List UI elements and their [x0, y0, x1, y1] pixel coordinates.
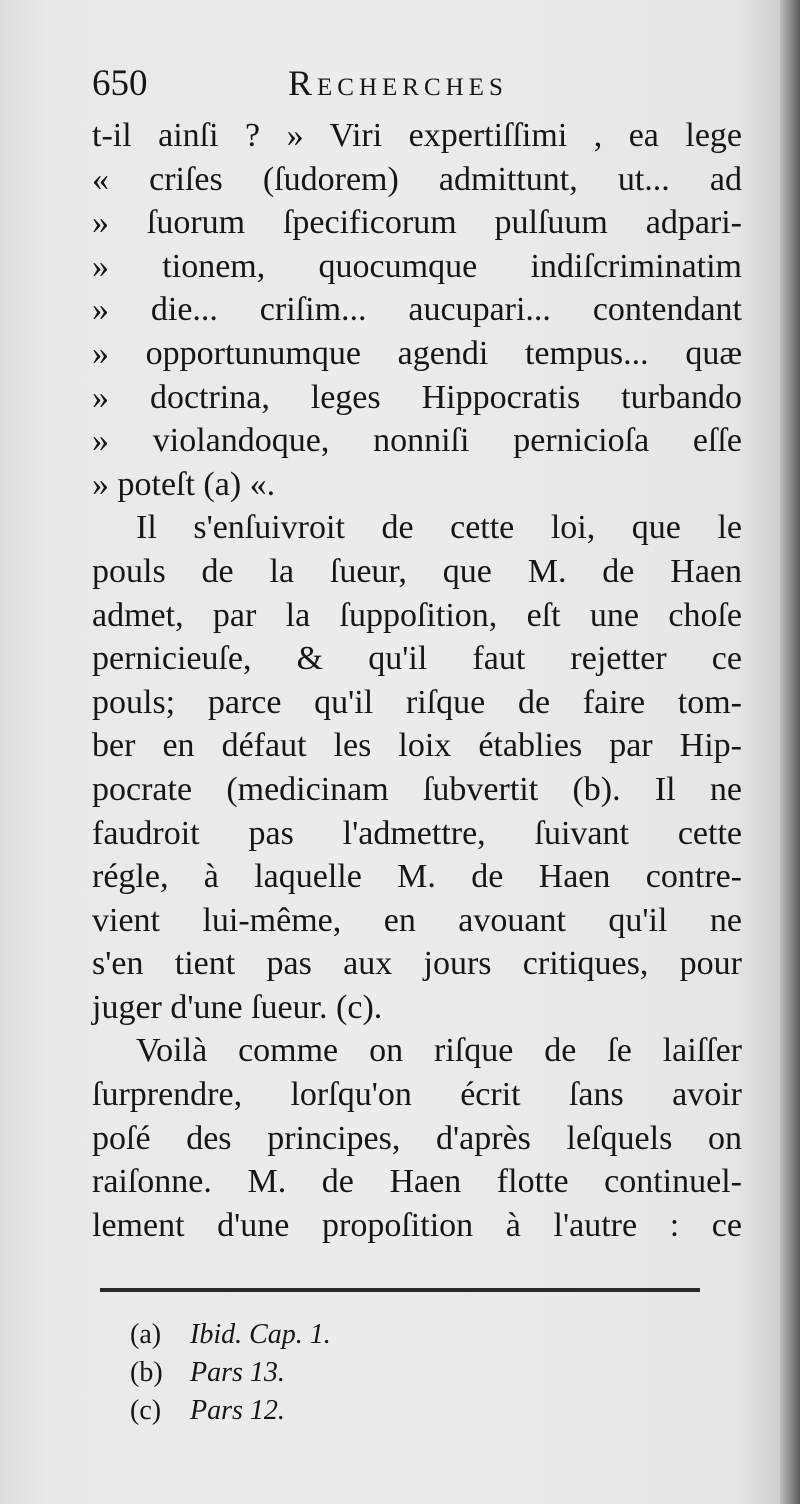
footnote-rule: [100, 1288, 700, 1292]
text-line: s'en tient pas aux jours critiques, pour: [92, 945, 742, 983]
footnote-b: [130, 1354, 530, 1392]
text-line: lement d'une propoſition à l'autre : ce: [92, 1206, 742, 1244]
text-line: juger d'une ſueur. (c).: [92, 988, 383, 1026]
footnotes: [130, 1316, 530, 1430]
page-number: 650: [92, 63, 148, 104]
text-line: » doctrina, leges Hippocratis turbando: [92, 378, 742, 416]
text-line: ſurprendre, lorſqu'on écrit ſans avoir: [92, 1076, 742, 1114]
text-line: Il s'enſuivroit de cette loi, que le: [136, 509, 742, 547]
text-line: « criſes (ſudorem) admittunt, ut... ad: [92, 160, 742, 198]
text-line: pouls; parce qu'il riſque de faire tom-: [92, 683, 742, 721]
running-head: Recherches: [288, 63, 508, 103]
text-line: poſé des principes, d'après leſquels on: [92, 1119, 742, 1157]
footnote-text: Pars 13.: [190, 1357, 285, 1388]
text-line: Voilà comme on riſque de ſe laiſſer: [136, 1032, 742, 1070]
text-line: régle, à laquelle M. de Haen contre-: [92, 858, 742, 896]
text-line: » opportunumque agendi tempus... quæ: [92, 334, 742, 372]
text-line: » tionem, quocumque indiſcriminatim: [92, 247, 742, 285]
text-line: admet, par la ſuppoſition, eſt une choſe: [92, 596, 742, 634]
footnote-label: (c): [130, 1395, 162, 1426]
text-line: pocrate (medicinam ſubvertit (b). Il ne: [92, 770, 742, 808]
body-text: [92, 114, 742, 1247]
text-line: faudroit pas l'admettre, ſuivant cette: [92, 814, 742, 852]
footnote-label: (a): [130, 1319, 162, 1350]
text-line: pouls de la ſueur, que M. de Haen: [92, 552, 742, 590]
text-line: vient lui-même, en avouant qu'il ne: [92, 901, 742, 939]
footnote-a: [130, 1316, 530, 1354]
text-line: t-il ainſi ? » Viri expertiſſimi , ea lege: [92, 117, 742, 154]
footnote-c: [130, 1392, 530, 1430]
page-header: [92, 62, 752, 106]
text-line: pernicieuſe, & qu'il faut rejetter ce: [92, 640, 742, 678]
text-line: ber en défaut les loix établies par Hip-: [92, 727, 742, 765]
text-line: raiſonne. M. de Haen flotte continuel-: [92, 1163, 742, 1201]
footnote-text: Ibid. Cap. 1.: [190, 1319, 331, 1350]
text-line: » poteſt (a) «.: [92, 465, 276, 503]
footnote-text: Pars 12.: [190, 1395, 285, 1426]
book-edge: [780, 0, 800, 1504]
footnote-label: (b): [130, 1357, 163, 1388]
text-line: » violandoque, nonniſi pernicioſa eſſe: [92, 422, 742, 460]
text-line: » die... criſim... aucupari... contendant: [92, 291, 742, 329]
text-line: » ſuorum ſpecificorum pulſuum adpari-: [92, 204, 742, 242]
